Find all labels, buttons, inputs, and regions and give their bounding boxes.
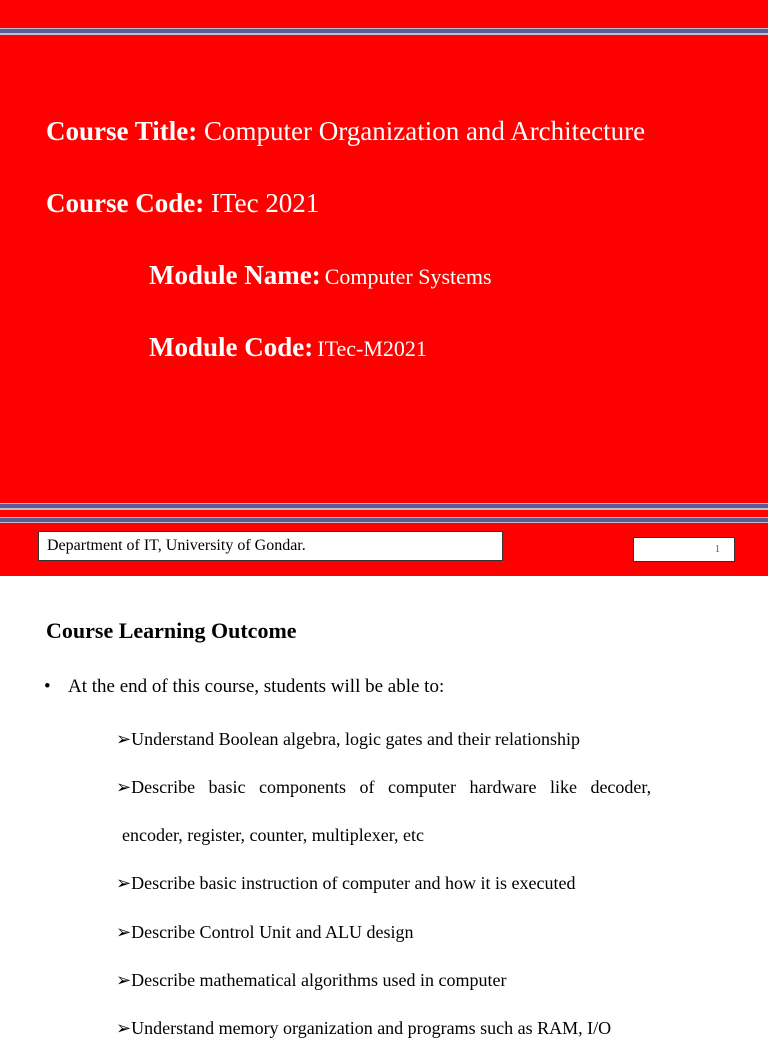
outcome-text: Describe basic instruction of computer and how it is executed	[131, 873, 576, 893]
outcome-item	[116, 777, 722, 798]
outcome-item	[116, 729, 580, 750]
bottom-decorative-band	[0, 503, 768, 510]
course-code-value: ITec 2021	[210, 188, 320, 218]
page-number: 1	[633, 537, 735, 562]
arrow-bullet-icon: ➢	[116, 729, 132, 749]
outcome-text: Describe basic components of computer hardware like decoder,	[131, 777, 652, 797]
course-code-label: Course Code:	[46, 188, 205, 218]
outcome-text: Understand Boolean algebra, logic gates and their relationship	[131, 729, 580, 749]
intro-bullet	[44, 676, 444, 698]
course-title-line	[46, 116, 645, 147]
arrow-bullet-icon: ➢	[116, 922, 132, 942]
module-code-label: Module Code:	[149, 332, 314, 362]
arrow-bullet-icon: ➢	[116, 1018, 132, 1038]
top-decorative-band	[0, 28, 768, 35]
arrow-bullet-icon: ➢	[116, 777, 132, 797]
outcome-text: Describe mathematical algorithms used in computer	[131, 970, 507, 990]
outcome-text: Understand memory organization and programs such as RAM, I/O	[131, 1018, 612, 1038]
module-code-value: ITec-M2021	[317, 336, 427, 361]
course-title-value: Computer Organization and Architecture	[204, 116, 646, 146]
outcome-item-continuation: encoder, register, counter, multiplexer, etc	[122, 825, 424, 845]
outcome-item	[116, 970, 506, 991]
bullet-icon: •	[44, 676, 51, 697]
course-code-line	[46, 188, 319, 219]
outcome-item	[116, 922, 414, 943]
slide-title: Course Learning Outcome	[46, 618, 297, 643]
module-name-line	[149, 260, 492, 291]
footer-department: Department of IT, University of Gondar.	[38, 531, 503, 561]
outcome-item	[116, 1018, 611, 1039]
module-name-label: Module Name:	[149, 260, 321, 290]
outcomes-slide	[0, 576, 768, 1038]
module-name-value: Computer Systems	[324, 264, 492, 289]
arrow-bullet-icon: ➢	[116, 970, 132, 990]
intro-text: At the end of this course, students will be able to:	[68, 676, 445, 697]
course-title-label: Course Title:	[46, 116, 198, 146]
outcome-item	[116, 873, 575, 894]
module-code-line	[149, 332, 427, 363]
arrow-bullet-icon: ➢	[116, 873, 132, 893]
bottom-decorative-band-2	[0, 517, 768, 523]
outcome-text: Describe Control Unit and ALU design	[131, 922, 414, 942]
